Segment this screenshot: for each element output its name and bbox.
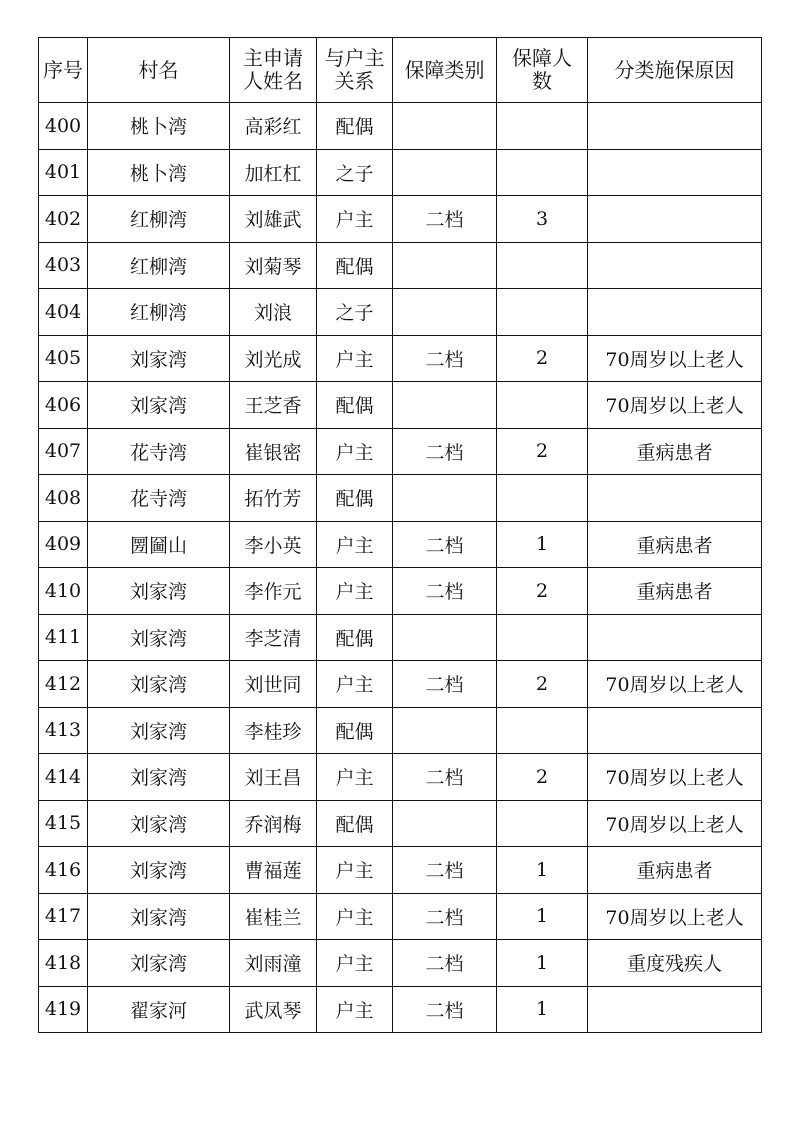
cell-seq: 419: [39, 986, 88, 1033]
cell-village: 刘家湾: [88, 847, 230, 894]
cell-seq: 401: [39, 149, 88, 196]
cell-relation: 户主: [317, 940, 393, 987]
cell-count: [497, 800, 588, 847]
table-row: [39, 382, 762, 429]
header-applicant-name-line1: 主申请: [243, 46, 303, 70]
cell-village: 圐圙山: [88, 521, 230, 568]
table-row: [39, 661, 762, 708]
header-category: 保障类别: [393, 38, 497, 103]
cell-applicant-name: 李小英: [230, 521, 317, 568]
cell-village: 红柳湾: [88, 242, 230, 289]
cell-category: [393, 800, 497, 847]
cell-relation: 户主: [317, 847, 393, 894]
cell-seq: 404: [39, 289, 88, 336]
table-row: [39, 986, 762, 1033]
cell-applicant-name: 乔润梅: [230, 800, 317, 847]
cell-village: 刘家湾: [88, 800, 230, 847]
header-applicant-name: [230, 38, 317, 103]
cell-count: 2: [497, 568, 588, 615]
cell-village: 刘家湾: [88, 661, 230, 708]
cell-seq: 412: [39, 661, 88, 708]
cell-count: 1: [497, 847, 588, 894]
roster-table: [38, 37, 762, 1033]
cell-seq: 407: [39, 428, 88, 475]
cell-reason: [588, 103, 762, 150]
cell-reason: [588, 289, 762, 336]
cell-applicant-name: 武凤琴: [230, 986, 317, 1033]
cell-category: 二档: [393, 986, 497, 1033]
table-row: [39, 893, 762, 940]
cell-count: [497, 103, 588, 150]
cell-applicant-name: 崔桂兰: [230, 893, 317, 940]
header-relation-line1: 与户主: [324, 46, 385, 70]
cell-applicant-name: 高彩红: [230, 103, 317, 150]
cell-seq: 400: [39, 103, 88, 150]
table-row: [39, 335, 762, 382]
table-row: [39, 847, 762, 894]
cell-reason: 重病患者: [588, 521, 762, 568]
table-row: [39, 475, 762, 522]
cell-reason: [588, 614, 762, 661]
cell-village: 翟家河: [88, 986, 230, 1033]
cell-applicant-name: 加杠杠: [230, 149, 317, 196]
cell-seq: 403: [39, 242, 88, 289]
cell-count: 1: [497, 986, 588, 1033]
cell-relation: 户主: [317, 521, 393, 568]
cell-count: [497, 475, 588, 522]
cell-count: 1: [497, 893, 588, 940]
cell-applicant-name: 崔银密: [230, 428, 317, 475]
cell-applicant-name: 刘菊琴: [230, 242, 317, 289]
cell-seq: 402: [39, 196, 88, 243]
cell-seq: 413: [39, 707, 88, 754]
cell-reason: 重病患者: [588, 428, 762, 475]
cell-relation: 之子: [317, 149, 393, 196]
cell-seq: 408: [39, 475, 88, 522]
cell-applicant-name: 刘雄武: [230, 196, 317, 243]
cell-village: 桃卜湾: [88, 103, 230, 150]
header-relation-line2: 关系: [334, 69, 375, 93]
cell-applicant-name: 李芝清: [230, 614, 317, 661]
cell-seq: 414: [39, 754, 88, 801]
cell-count: 2: [497, 661, 588, 708]
cell-applicant-name: 曹福莲: [230, 847, 317, 894]
cell-relation: 户主: [317, 196, 393, 243]
cell-reason: 重度残疾人: [588, 940, 762, 987]
table-body: [39, 103, 762, 1033]
cell-reason: 70周岁以上老人: [588, 382, 762, 429]
cell-relation: 配偶: [317, 800, 393, 847]
table-row: [39, 289, 762, 336]
cell-relation: 之子: [317, 289, 393, 336]
cell-reason: 70周岁以上老人: [588, 800, 762, 847]
cell-applicant-name: 拓竹芳: [230, 475, 317, 522]
cell-reason: 70周岁以上老人: [588, 754, 762, 801]
header-village: 村名: [88, 38, 230, 103]
header-relation: [317, 38, 393, 103]
cell-village: 刘家湾: [88, 754, 230, 801]
cell-applicant-name: 刘世同: [230, 661, 317, 708]
cell-seq: 418: [39, 940, 88, 987]
cell-seq: 417: [39, 893, 88, 940]
cell-village: 刘家湾: [88, 382, 230, 429]
cell-seq: 415: [39, 800, 88, 847]
cell-applicant-name: 刘雨潼: [230, 940, 317, 987]
cell-reason: [588, 475, 762, 522]
cell-village: 刘家湾: [88, 568, 230, 615]
cell-village: 刘家湾: [88, 335, 230, 382]
cell-relation: 户主: [317, 428, 393, 475]
header-count-line2: 数: [532, 69, 552, 93]
cell-count: [497, 149, 588, 196]
cell-category: 二档: [393, 521, 497, 568]
cell-reason: 重病患者: [588, 847, 762, 894]
cell-seq: 406: [39, 382, 88, 429]
cell-reason: 重病患者: [588, 568, 762, 615]
cell-category: 二档: [393, 847, 497, 894]
cell-seq: 405: [39, 335, 88, 382]
cell-village: 红柳湾: [88, 289, 230, 336]
cell-category: 二档: [393, 754, 497, 801]
header-seq: 序号: [39, 38, 88, 103]
cell-reason: [588, 707, 762, 754]
cell-reason: [588, 196, 762, 243]
cell-village: 花寺湾: [88, 428, 230, 475]
table-row: [39, 242, 762, 289]
cell-category: 二档: [393, 335, 497, 382]
cell-village: 桃卜湾: [88, 149, 230, 196]
cell-seq: 416: [39, 847, 88, 894]
cell-applicant-name: 王芝香: [230, 382, 317, 429]
cell-reason: [588, 242, 762, 289]
header-count-line1: 保障人: [512, 46, 572, 70]
cell-village: 刘家湾: [88, 893, 230, 940]
cell-category: [393, 475, 497, 522]
cell-village: 红柳湾: [88, 196, 230, 243]
table-row: [39, 428, 762, 475]
cell-category: [393, 242, 497, 289]
cell-relation: 户主: [317, 986, 393, 1033]
cell-count: [497, 707, 588, 754]
cell-category: 二档: [393, 893, 497, 940]
cell-seq: 410: [39, 568, 88, 615]
cell-category: 二档: [393, 661, 497, 708]
cell-reason: 70周岁以上老人: [588, 661, 762, 708]
cell-relation: 户主: [317, 568, 393, 615]
cell-reason: 70周岁以上老人: [588, 893, 762, 940]
cell-village: 刘家湾: [88, 940, 230, 987]
cell-category: [393, 149, 497, 196]
cell-relation: 配偶: [317, 242, 393, 289]
cell-reason: 70周岁以上老人: [588, 335, 762, 382]
cell-count: 2: [497, 754, 588, 801]
cell-relation: 配偶: [317, 382, 393, 429]
cell-category: [393, 103, 497, 150]
cell-category: [393, 289, 497, 336]
cell-category: 二档: [393, 196, 497, 243]
cell-relation: 配偶: [317, 707, 393, 754]
cell-applicant-name: 刘王昌: [230, 754, 317, 801]
cell-count: 3: [497, 196, 588, 243]
cell-category: [393, 614, 497, 661]
cell-village: 花寺湾: [88, 475, 230, 522]
table-row: [39, 707, 762, 754]
table-row: [39, 521, 762, 568]
table-row: [39, 800, 762, 847]
cell-applicant-name: 刘光成: [230, 335, 317, 382]
header-row: [39, 38, 762, 103]
cell-count: [497, 382, 588, 429]
cell-relation: 户主: [317, 754, 393, 801]
cell-count: 2: [497, 335, 588, 382]
cell-category: 二档: [393, 940, 497, 987]
cell-seq: 411: [39, 614, 88, 661]
cell-village: 刘家湾: [88, 707, 230, 754]
cell-count: [497, 614, 588, 661]
cell-count: 1: [497, 521, 588, 568]
cell-relation: 配偶: [317, 614, 393, 661]
cell-category: [393, 707, 497, 754]
cell-count: 2: [497, 428, 588, 475]
cell-seq: 409: [39, 521, 88, 568]
table-row: [39, 754, 762, 801]
cell-relation: 配偶: [317, 103, 393, 150]
cell-applicant-name: 李桂珍: [230, 707, 317, 754]
cell-category: 二档: [393, 428, 497, 475]
cell-relation: 户主: [317, 893, 393, 940]
cell-village: 刘家湾: [88, 614, 230, 661]
cell-reason: [588, 149, 762, 196]
cell-applicant-name: 李作元: [230, 568, 317, 615]
cell-reason: [588, 986, 762, 1033]
cell-category: 二档: [393, 568, 497, 615]
cell-count: 1: [497, 940, 588, 987]
cell-count: [497, 242, 588, 289]
cell-relation: 配偶: [317, 475, 393, 522]
table-row: [39, 103, 762, 150]
cell-relation: 户主: [317, 661, 393, 708]
cell-applicant-name: 刘浪: [230, 289, 317, 336]
table-row: [39, 149, 762, 196]
table-row: [39, 568, 762, 615]
table-row: [39, 196, 762, 243]
cell-count: [497, 289, 588, 336]
cell-relation: 户主: [317, 335, 393, 382]
table-row: [39, 940, 762, 987]
header-reason: 分类施保原因: [588, 38, 762, 103]
table-row: [39, 614, 762, 661]
header-applicant-name-line2: 人姓名: [243, 69, 303, 93]
header-count: [497, 38, 588, 103]
cell-category: [393, 382, 497, 429]
